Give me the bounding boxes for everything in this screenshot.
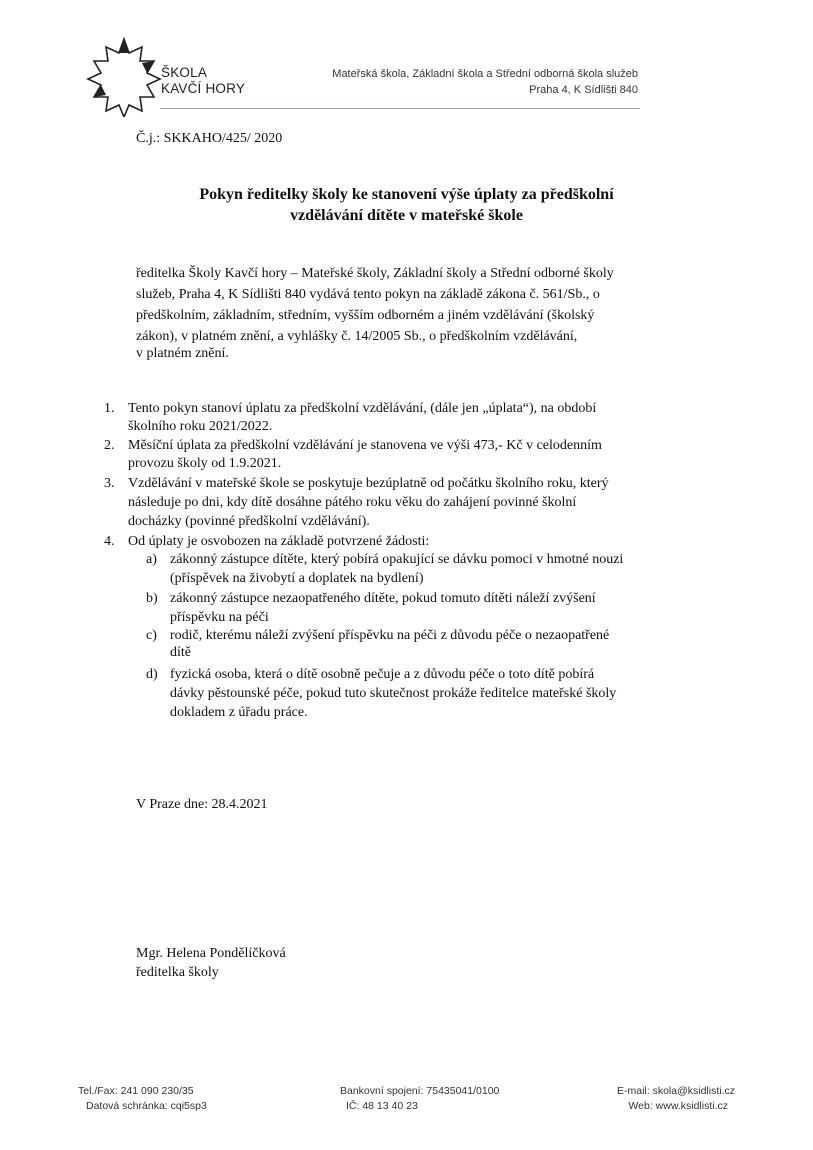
list-item-2-line: provozu školy od 1.9.2021. — [128, 456, 282, 471]
header-org-address: Praha 4, K Sídlišti 840 — [529, 84, 638, 96]
footer-bank: Bankovní spojení: 75435041/0100 — [340, 1085, 500, 1097]
list-item-3-line: docházky (povinné předškolní vzdělávání). — [128, 514, 370, 529]
footer-phone: Tel./Fax: 241 090 230/35 — [78, 1085, 194, 1097]
signatory-role: ředitelka školy — [136, 965, 219, 980]
document-title-line1: Pokyn ředitelky školy ke stanovení výše úplaty za předškolní — [199, 186, 614, 203]
sublist-item-b-line: zákonný zástupce nezaopatřeného dítěte, pokud tomuto dítěti náleží zvýšení — [170, 591, 596, 606]
sublist-item-c-line: dítě — [170, 645, 191, 660]
school-logo-star-icon — [84, 37, 164, 117]
reference-number: Č.j.: SKKAHO/425/ 2020 — [136, 131, 283, 146]
list-number-3: 3. — [104, 476, 115, 491]
footer-web: Web: www.ksidlisti.cz — [628, 1100, 728, 1112]
signatory-name: Mgr. Helena Pondělíčková — [136, 946, 286, 961]
sublist-item-b-line: příspěvku na péči — [170, 610, 269, 625]
sublist-item-d-line: dávky pěstounské péče, pokud tuto skutečnost prokáže ředitelce mateřské školy — [170, 686, 617, 701]
sublist-item-a-line: zákonný zástupce dítěte, který pobírá opakující se dávku pomoci v hmotné nouzi — [170, 552, 624, 567]
sublist-letter-b: b) — [146, 591, 158, 606]
list-number-2: 2. — [104, 438, 115, 453]
intro-line: v platném znění. — [136, 346, 229, 361]
footer-databox: Datová schránka: cqi5sp3 — [86, 1100, 207, 1112]
list-item-3-line: Vzdělávání v mateřské škole se poskytuje bezúplatně od počátku školního roku, který — [128, 476, 609, 491]
sublist-letter-c: c) — [146, 628, 157, 643]
logo-text-line2: KAVČÍ HORY — [161, 81, 246, 96]
sublist-letter-a: a) — [146, 552, 157, 567]
header-divider — [160, 108, 640, 109]
header-org-name: Mateřská škola, Základní škola a Střední odborná škola služeb — [332, 68, 638, 80]
sublist-item-c-line: rodič, kterému náleží zvýšení příspěvku na péči z důvodu péče o nezaopatřené — [170, 628, 610, 643]
intro-line: služeb, Praha 4, K Sídlišti 840 vydává tento pokyn na základě zákona č. 561/Sb., o — [136, 287, 600, 302]
list-item-3-line: následuje po dni, kdy dítě dosáhne pátého roku věku do zahájení povinné školní — [128, 495, 577, 510]
sublist-item-d-line: dokladem z úřadu práce. — [170, 705, 308, 720]
list-item-1-line: školního roku 2021/2022. — [128, 419, 273, 434]
list-item-1-line: Tento pokyn stanoví úplatu za předškolní vzdělávání, (dále jen „úplata“), na období — [128, 401, 597, 416]
document-title-line2: vzdělávání dítěte v mateřské škole — [290, 207, 523, 224]
sublist-letter-d: d) — [146, 667, 158, 682]
intro-line: ředitelka Školy Kavčí hory – Mateřské školy, Základní školy a Střední odborné školy — [136, 266, 614, 281]
list-number-1: 1. — [104, 401, 115, 416]
intro-line: zákon), v platném znění, a vyhlášky č. 14/2005 Sb., o předškolním vzdělávání, — [136, 329, 578, 344]
footer-ic: IČ: 48 13 40 23 — [346, 1100, 418, 1112]
list-number-4: 4. — [104, 534, 115, 549]
footer-email: E-mail: skola@ksidlisti.cz — [616, 1085, 735, 1097]
sublist-item-a-line: (příspěvek na živobytí a doplatek na bydlení) — [170, 571, 424, 586]
intro-line: předškolním, základním, středním, vyšším odborném a jiném vzdělávání (školský — [136, 308, 595, 323]
list-item-2-line: Měsíční úplata za předškolní vzdělávání je stanovena ve výši 473,- Kč v celodenním — [128, 438, 602, 453]
date-line: V Praze dne: 28.4.2021 — [136, 797, 268, 812]
sublist-item-d-line: fyzická osoba, která o dítě osobně pečuje a z důvodu péče o toto dítě pobírá — [170, 667, 595, 682]
list-item-4-line: Od úplaty je osvobozen na základě potvrzené žádosti: — [128, 534, 430, 549]
logo-text-line1: ŠKOLA — [161, 65, 208, 80]
